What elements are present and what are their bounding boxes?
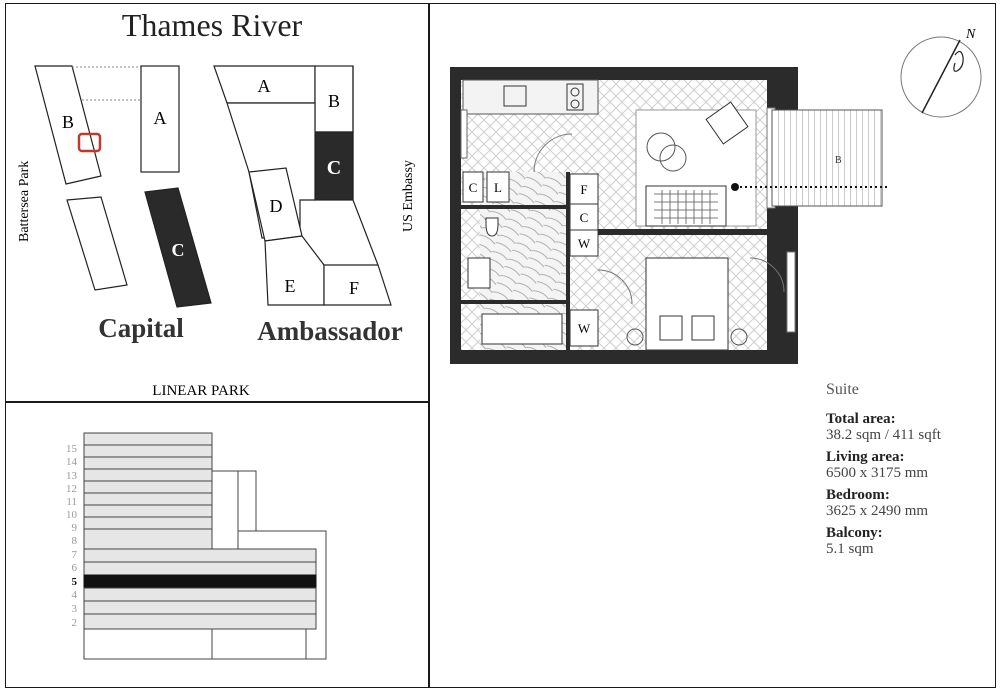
floor-number: 7 (71, 549, 77, 561)
cupboard-label: W (577, 236, 591, 251)
floor-number-selected: 5 (71, 576, 77, 588)
podium (84, 629, 306, 659)
bed (646, 258, 728, 350)
floor-band (84, 601, 316, 614)
amb-block-d-label: D (269, 196, 283, 216)
floor-number: 14 (66, 456, 77, 468)
window (787, 252, 795, 332)
floor-band (84, 493, 212, 505)
bathroom-wall (461, 300, 566, 304)
ambassador-label: Ambassador (257, 316, 403, 346)
floor-number: 2 (71, 617, 77, 629)
floor-number: 4 (71, 589, 77, 601)
site-plan (0, 0, 430, 400)
cupboard-label: L (494, 180, 502, 195)
floor-number: 6 (71, 562, 77, 574)
entry-stub-wall (461, 110, 467, 158)
balcony (772, 110, 882, 206)
cupboard-label: C (468, 180, 478, 195)
floor-band-selected (84, 575, 316, 588)
battersea-park-label: Battersea Park (17, 160, 32, 242)
partition-wall (598, 229, 767, 235)
adjacent-block (212, 471, 238, 549)
balcony-value: 5.1 sqm (826, 541, 874, 557)
unit-type: Suite (826, 381, 859, 398)
capital-block-c-label: C (171, 240, 185, 260)
capital-block-empty (67, 197, 127, 290)
floor-band (84, 469, 212, 481)
floor-band (84, 517, 212, 529)
view-point (731, 183, 739, 191)
balcony-label: B (835, 155, 842, 166)
kitchen-counter (463, 80, 598, 114)
cupboard-label: F (580, 182, 588, 197)
floor-number: 12 (66, 483, 77, 495)
amb-block-e-label: E (284, 276, 296, 296)
capital-block-a-label: A (153, 108, 167, 128)
wc (486, 218, 498, 236)
floor-band (84, 481, 212, 493)
floor-number: 3 (71, 603, 77, 615)
linear-park-label: LINEAR PARK (152, 383, 250, 399)
floor-band (84, 445, 212, 457)
floor-number: 13 (66, 470, 77, 482)
site-title: Thames River (121, 7, 303, 43)
floor-band (84, 614, 316, 629)
us-embassy-label: US Embassy (401, 160, 416, 232)
amb-block-c-label: C (326, 157, 342, 179)
pillow (660, 316, 682, 340)
floor-band (84, 588, 316, 601)
floor-band (84, 549, 316, 562)
floor-band (84, 457, 212, 469)
bathroom-wall (566, 172, 570, 350)
balcony-label: Balcony: (826, 525, 883, 541)
living-area-value: 6500 x 3175 mm (826, 465, 929, 481)
cupboard-label: W (577, 321, 591, 336)
floor-number: 9 (71, 522, 77, 534)
compass-north-label: N (966, 27, 976, 42)
floor-number: 10 (66, 509, 77, 521)
amb-block-f-label: F (348, 278, 360, 298)
total-area-value: 38.2 sqm / 411 sqft (826, 427, 941, 443)
basin (468, 258, 490, 288)
unit-info (826, 381, 996, 563)
floor-number: 11 (66, 496, 77, 508)
adjacent-block (238, 471, 256, 531)
total-area-label: Total area: (826, 411, 896, 427)
floor-band (84, 505, 212, 517)
pillow (692, 316, 714, 340)
floor-band (84, 529, 212, 549)
bedroom-label: Bedroom: (826, 487, 890, 503)
bathtub (482, 314, 562, 344)
capital-label: Capital (98, 313, 184, 343)
capital-block-b-label: B (61, 112, 75, 132)
amb-east-outline (353, 66, 378, 265)
floor-numbers (66, 443, 78, 629)
living-area-label: Living area: (826, 449, 905, 465)
amb-block-a-label: A (257, 76, 271, 96)
amb-block-b-label: B (327, 91, 341, 111)
floor-band (84, 433, 212, 445)
floor-number: 8 (71, 535, 77, 547)
bedroom-value: 3625 x 2490 mm (826, 503, 929, 519)
upper-floors (84, 433, 212, 549)
floor-number: 15 (66, 443, 77, 455)
floor-plan (430, 0, 998, 380)
floor-band (84, 562, 316, 575)
cupboard-label: C (579, 210, 589, 225)
floor-elevation (0, 401, 430, 691)
